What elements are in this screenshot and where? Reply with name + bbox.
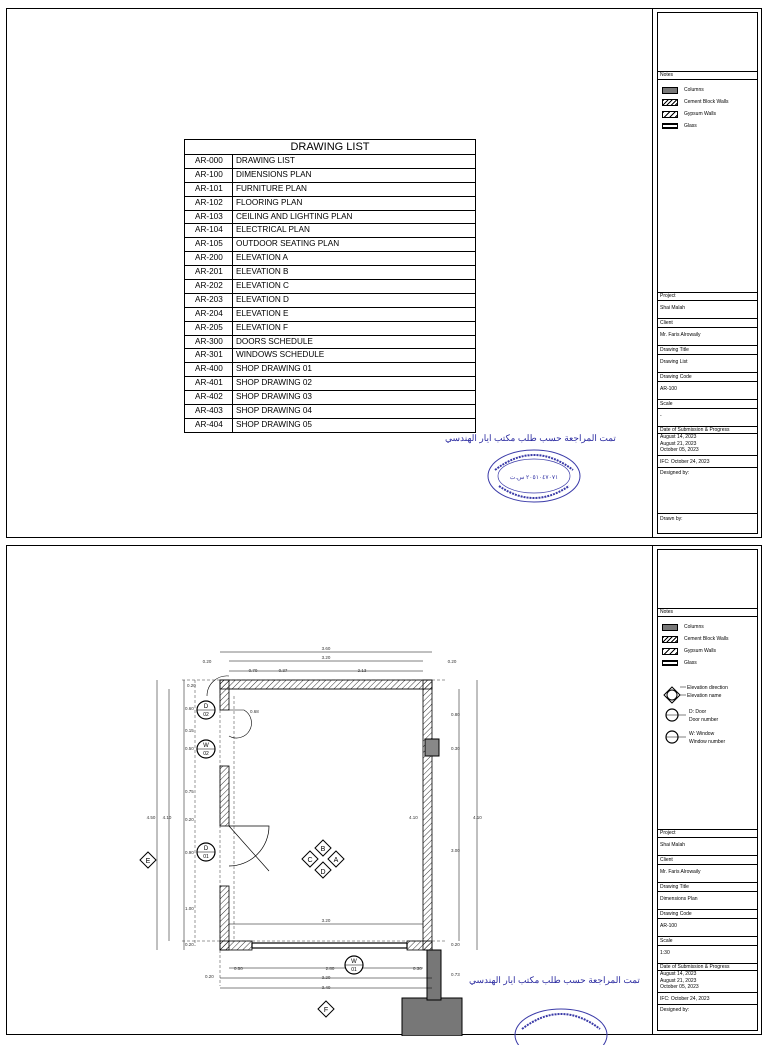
client-value: Mr. Faris Alrowaily: [658, 328, 757, 346]
date-3: October 05, 2023: [660, 447, 699, 453]
dim-bottom-5: 3.40: [321, 985, 331, 990]
drawing-title-label-2: Drawing Title: [658, 883, 757, 892]
drawing-name-cell: OUTDOOR SEATING PLAN: [236, 239, 340, 249]
legend-area-2: Columns Cement Block Walls Gypsum Walls Glass Elevation direction Elevation name D: Door Door number W: Window Window number: [658, 617, 757, 830]
client-label-2: Client: [658, 856, 757, 865]
drawing-code-cell: AR-203: [185, 294, 233, 307]
glass-storefront: [252, 943, 407, 948]
symbol-elev-name: Elevation name: [687, 693, 722, 699]
dim-bottom-3: 2.80: [325, 966, 335, 971]
drawing-name-cell: FURNITURE PLAN: [236, 183, 307, 193]
stamp-registration: ٢٠٥١٠٤٧٠٧١ س.ت: [509, 475, 559, 481]
symbol-window-num: Window number: [689, 739, 726, 745]
drawing-list-row: [185, 197, 475, 211]
drawing-name-cell: ELECTRICAL PLAN: [236, 225, 310, 235]
tag-door-02: [197, 701, 215, 719]
drawing-name-cell: DRAWING LIST: [236, 156, 295, 165]
drawing-list-table: [184, 139, 476, 433]
symbol-door-num: Door number: [689, 717, 719, 723]
dimensions-plan-drawing: [7, 546, 652, 1036]
review-note: تمت المراجعة حسب طلب مكتب ايار الهندسي: [445, 433, 616, 443]
dim-left-5: 0.15: [185, 728, 194, 733]
wall-top: [220, 680, 432, 689]
drawing-list-row: [185, 252, 475, 266]
dim-bottom-4: 3.20: [321, 975, 331, 980]
drawing-list-row: [185, 419, 475, 432]
elev-a-label: A: [333, 857, 339, 864]
ifc-date-2: IFC: October 24, 2023: [658, 993, 757, 1005]
drawing-code-cell: AR-401: [185, 377, 233, 390]
drawing-name-cell: WINDOWS SCHEDULE: [236, 350, 325, 360]
drawing-code-cell: AR-105: [185, 238, 233, 251]
drawing-list-row: [185, 211, 475, 225]
columns-swatch-icon: [662, 87, 678, 94]
elev-c-label: C: [307, 857, 313, 864]
legend-area: Columns Cement Block Walls Gypsum Walls Glass: [658, 80, 757, 293]
symbols-legend: [662, 675, 758, 755]
cement-hatch-icon: [662, 99, 678, 106]
drawn-by: Drawn by:: [660, 516, 683, 522]
tag-door-01-num: 01: [203, 854, 209, 860]
notes-label-2: Notes: [658, 608, 757, 617]
dim-right-4: 3.00: [451, 848, 460, 853]
wall-right: [423, 680, 432, 950]
gypsum-hatch-icon: [662, 111, 678, 118]
dim-left-7: 0.75: [185, 789, 194, 794]
notes-label: Notes: [658, 71, 757, 80]
designed-by: Designed by:: [658, 468, 757, 514]
symbol-elev-dir: Elevation direction: [687, 685, 728, 691]
dim-left-1: 4.50: [146, 815, 156, 820]
dates-list-2: [658, 971, 757, 993]
symbol-door: D: Door: [689, 709, 707, 715]
date-1-2: August 14, 2023: [660, 971, 697, 977]
wall-left-bottom: [220, 886, 229, 950]
ifc-date: IFC: October 24, 2023: [658, 456, 757, 468]
drawing-name-cell: ELEVATION F: [236, 322, 289, 332]
dim-left-10: 1.00: [185, 906, 194, 911]
tag-window-02: [197, 740, 215, 758]
drawing-code-value: AR-100: [658, 382, 757, 400]
drawing-code-cell: AR-101: [185, 183, 233, 196]
project-label-2: Project: [658, 829, 757, 838]
scale-label: Scale: [658, 400, 757, 409]
logo-area-2: [658, 550, 757, 609]
tag-window-01-num: 01: [351, 967, 357, 973]
company-stamp: [485, 446, 583, 506]
drawing-list-row: [185, 169, 475, 183]
drawing-code-cell: AR-202: [185, 280, 233, 293]
drawing-name-cell: ELEVATION A: [236, 253, 289, 263]
drawing-code-cell: AR-201: [185, 266, 233, 279]
dim-top-5: 0.70: [248, 668, 258, 673]
drawing-code-cell: AR-000: [185, 155, 233, 168]
drawing-name-cell: SHOP DRAWING 04: [236, 406, 312, 416]
dim-top-4: 0.20: [447, 659, 457, 664]
drawing-name-cell: ELEVATION D: [236, 294, 289, 304]
door-01-swing: [229, 826, 269, 866]
elevation-marker-center: [302, 840, 344, 878]
drawing-list-row: [185, 336, 475, 350]
drawing-list-row: [185, 238, 475, 252]
drawing-list-row: [185, 391, 475, 405]
dim-top-2: 3.20: [321, 655, 331, 660]
dim-inner-1: 4.10: [409, 815, 418, 820]
drawing-list-row: [185, 405, 475, 419]
cement-hatch-icon: [662, 636, 678, 643]
drawing-name-cell: DOORS SCHEDULE: [236, 336, 313, 346]
drawing-code-value-2: AR-100: [658, 919, 757, 937]
drawing-name-cell: DIMENSIONS PLAN: [236, 169, 312, 179]
drawing-list-row: [185, 155, 475, 169]
drawing-name-cell: SHOP DRAWING 01: [236, 364, 312, 374]
dim-right-5: 0.20: [451, 942, 460, 947]
drawing-code-cell: AR-205: [185, 322, 233, 335]
drawing-code-cell: AR-300: [185, 336, 233, 349]
dim-bottom-2: 0.50: [234, 966, 243, 971]
drawing-name-cell: CEILING AND LIGHTING PLAN: [236, 211, 353, 221]
company-stamp-2: [512, 1005, 610, 1045]
dim-left-4: 0.60: [185, 706, 194, 711]
drawing-code-cell: AR-403: [185, 405, 233, 418]
scale-value: -: [658, 409, 757, 427]
wall-bottom-right: [407, 941, 432, 950]
tag-window-02-letter: W: [203, 743, 209, 749]
dim-left-9: 0.90: [185, 850, 194, 855]
column-bottom: [402, 998, 462, 1036]
drawing-name-cell: SHOP DRAWING 05: [236, 419, 312, 429]
drawing-list-row: [185, 377, 475, 391]
drawing-name-cell: FLOORING PLAN: [236, 197, 303, 207]
drawing-list-row: [185, 266, 475, 280]
tag-door-02-num: 02: [203, 712, 209, 718]
project-value-2: Shai Malah: [658, 838, 757, 856]
elev-e-label: E: [145, 858, 151, 865]
drawing-list-rows: [185, 155, 475, 432]
dates-label: Date of Submission & Progress: [658, 427, 757, 434]
drawing-name-cell: ELEVATION C: [236, 281, 289, 291]
client-label: Client: [658, 319, 757, 328]
elev-f-label: F: [323, 1007, 329, 1014]
dim-left-2: 4.10: [162, 815, 172, 820]
drawing-list-row: [185, 363, 475, 377]
elevation-marker-f: [318, 1001, 334, 1017]
title-block-2: [652, 546, 762, 1034]
drawing-code-cell: AR-100: [185, 169, 233, 182]
drawing-list-row: [185, 294, 475, 308]
drawing-list-row: [185, 183, 475, 197]
drawing-code-cell: AR-402: [185, 391, 233, 404]
wall-bottom-left: [220, 941, 252, 950]
drawing-code-cell: AR-200: [185, 252, 233, 265]
drawing-code-cell: AR-404: [185, 419, 233, 432]
door-02-swing: [229, 710, 252, 738]
dim-top-7: 2.13: [357, 668, 367, 673]
dim-right-6: 0.73: [451, 972, 460, 977]
drawing-code-cell: AR-103: [185, 211, 233, 224]
logo-area: [658, 13, 757, 72]
drawing-code-cell: AR-104: [185, 224, 233, 237]
drawing-list-row: [185, 349, 475, 363]
drawing-code-cell: AR-400: [185, 363, 233, 376]
dim-top-6: 0.37: [278, 668, 288, 673]
column-bottom-neck: [427, 950, 441, 1000]
client-value-2: Mr. Faris Alrowaily: [658, 865, 757, 883]
wall-left-mid: [220, 766, 229, 826]
dim-inner-2: 3.20: [321, 918, 331, 923]
date-2-2: August 21, 2023: [660, 977, 697, 984]
elev-d-label: D: [320, 869, 326, 876]
date-3-2: October 05, 2023: [660, 984, 699, 990]
dim-left-8: 0.20: [185, 817, 194, 822]
tag-window-01-letter: W: [351, 959, 357, 965]
drawing-list-row: [185, 308, 475, 322]
drawing-list-row: [185, 280, 475, 294]
sheet-dimensions-plan: [6, 545, 762, 1035]
drawing-list-row: [185, 322, 475, 336]
drawing-list-title: DRAWING LIST: [185, 140, 475, 155]
dim-right-3: 4.10: [473, 815, 482, 820]
elev-b-label: B: [320, 846, 326, 853]
tag-window-01: [345, 956, 363, 974]
dates-list: [658, 434, 757, 456]
drawing-code-cell: AR-102: [185, 197, 233, 210]
project-value: Shai Malah: [658, 301, 757, 319]
date-1: August 14, 2023: [660, 434, 697, 440]
title-block: [652, 9, 762, 537]
dim-inner-3: 0.68: [250, 709, 259, 714]
tag-door-02-letter: D: [203, 704, 209, 710]
glass-icon: [662, 660, 678, 666]
drawing-code-cell: AR-204: [185, 308, 233, 321]
project-label: Project: [658, 292, 757, 301]
dim-bottom-1: 0.20: [205, 974, 214, 979]
tag-window-02-num: 02: [203, 751, 209, 757]
dates-label-2: Date of Submission & Progress: [658, 964, 757, 971]
symbol-window: W: Window: [689, 731, 715, 737]
tag-door-01-letter: D: [203, 846, 209, 852]
designed-by-2: Designed by:: [660, 1007, 690, 1013]
elevation-marker-e: [140, 852, 156, 868]
date-2: August 21, 2023: [660, 440, 697, 447]
drawing-code-label: Drawing Code: [658, 373, 757, 382]
tag-door-01: [197, 843, 215, 861]
drawing-code-label-2: Drawing Code: [658, 910, 757, 919]
scale-value-2: 1:30: [658, 946, 757, 964]
dim-right-2: 0.30: [451, 746, 460, 751]
columns-swatch-icon: [662, 624, 678, 631]
drawing-title-value: Drawing List: [658, 355, 757, 373]
drawing-code-cell: AR-301: [185, 349, 233, 362]
scale-label-2: Scale: [658, 937, 757, 946]
drawing-name-cell: ELEVATION E: [236, 308, 289, 318]
sheet-drawing-list: [6, 8, 762, 538]
gypsum-hatch-icon: [662, 648, 678, 655]
dim-top-3: 0.20: [202, 659, 212, 664]
drawing-name-cell: SHOP DRAWING 02: [236, 378, 312, 388]
drawing-title-label: Drawing Title: [658, 346, 757, 355]
dim-left-6: 0.50: [185, 746, 194, 751]
drawing-name-cell: SHOP DRAWING 03: [236, 392, 312, 402]
drawing-list-row: [185, 224, 475, 238]
column-right: [425, 739, 439, 756]
dim-bottom-6: 0.30: [413, 966, 422, 971]
dim-left-3: 0.20: [187, 683, 196, 688]
drawing-name-cell: ELEVATION B: [236, 267, 289, 277]
drawing-title-value-2: Dimensions Plan: [658, 892, 757, 910]
dim-top-1: 3.60: [321, 646, 331, 651]
dim-right-1: 0.80: [451, 712, 460, 717]
wall-left-top: [220, 680, 229, 710]
review-note-2: تمت المراجعة حسب طلب مكتب ايار الهندسي: [469, 975, 640, 985]
glass-icon: [662, 123, 678, 129]
dim-left-11: 0.20: [185, 942, 194, 947]
